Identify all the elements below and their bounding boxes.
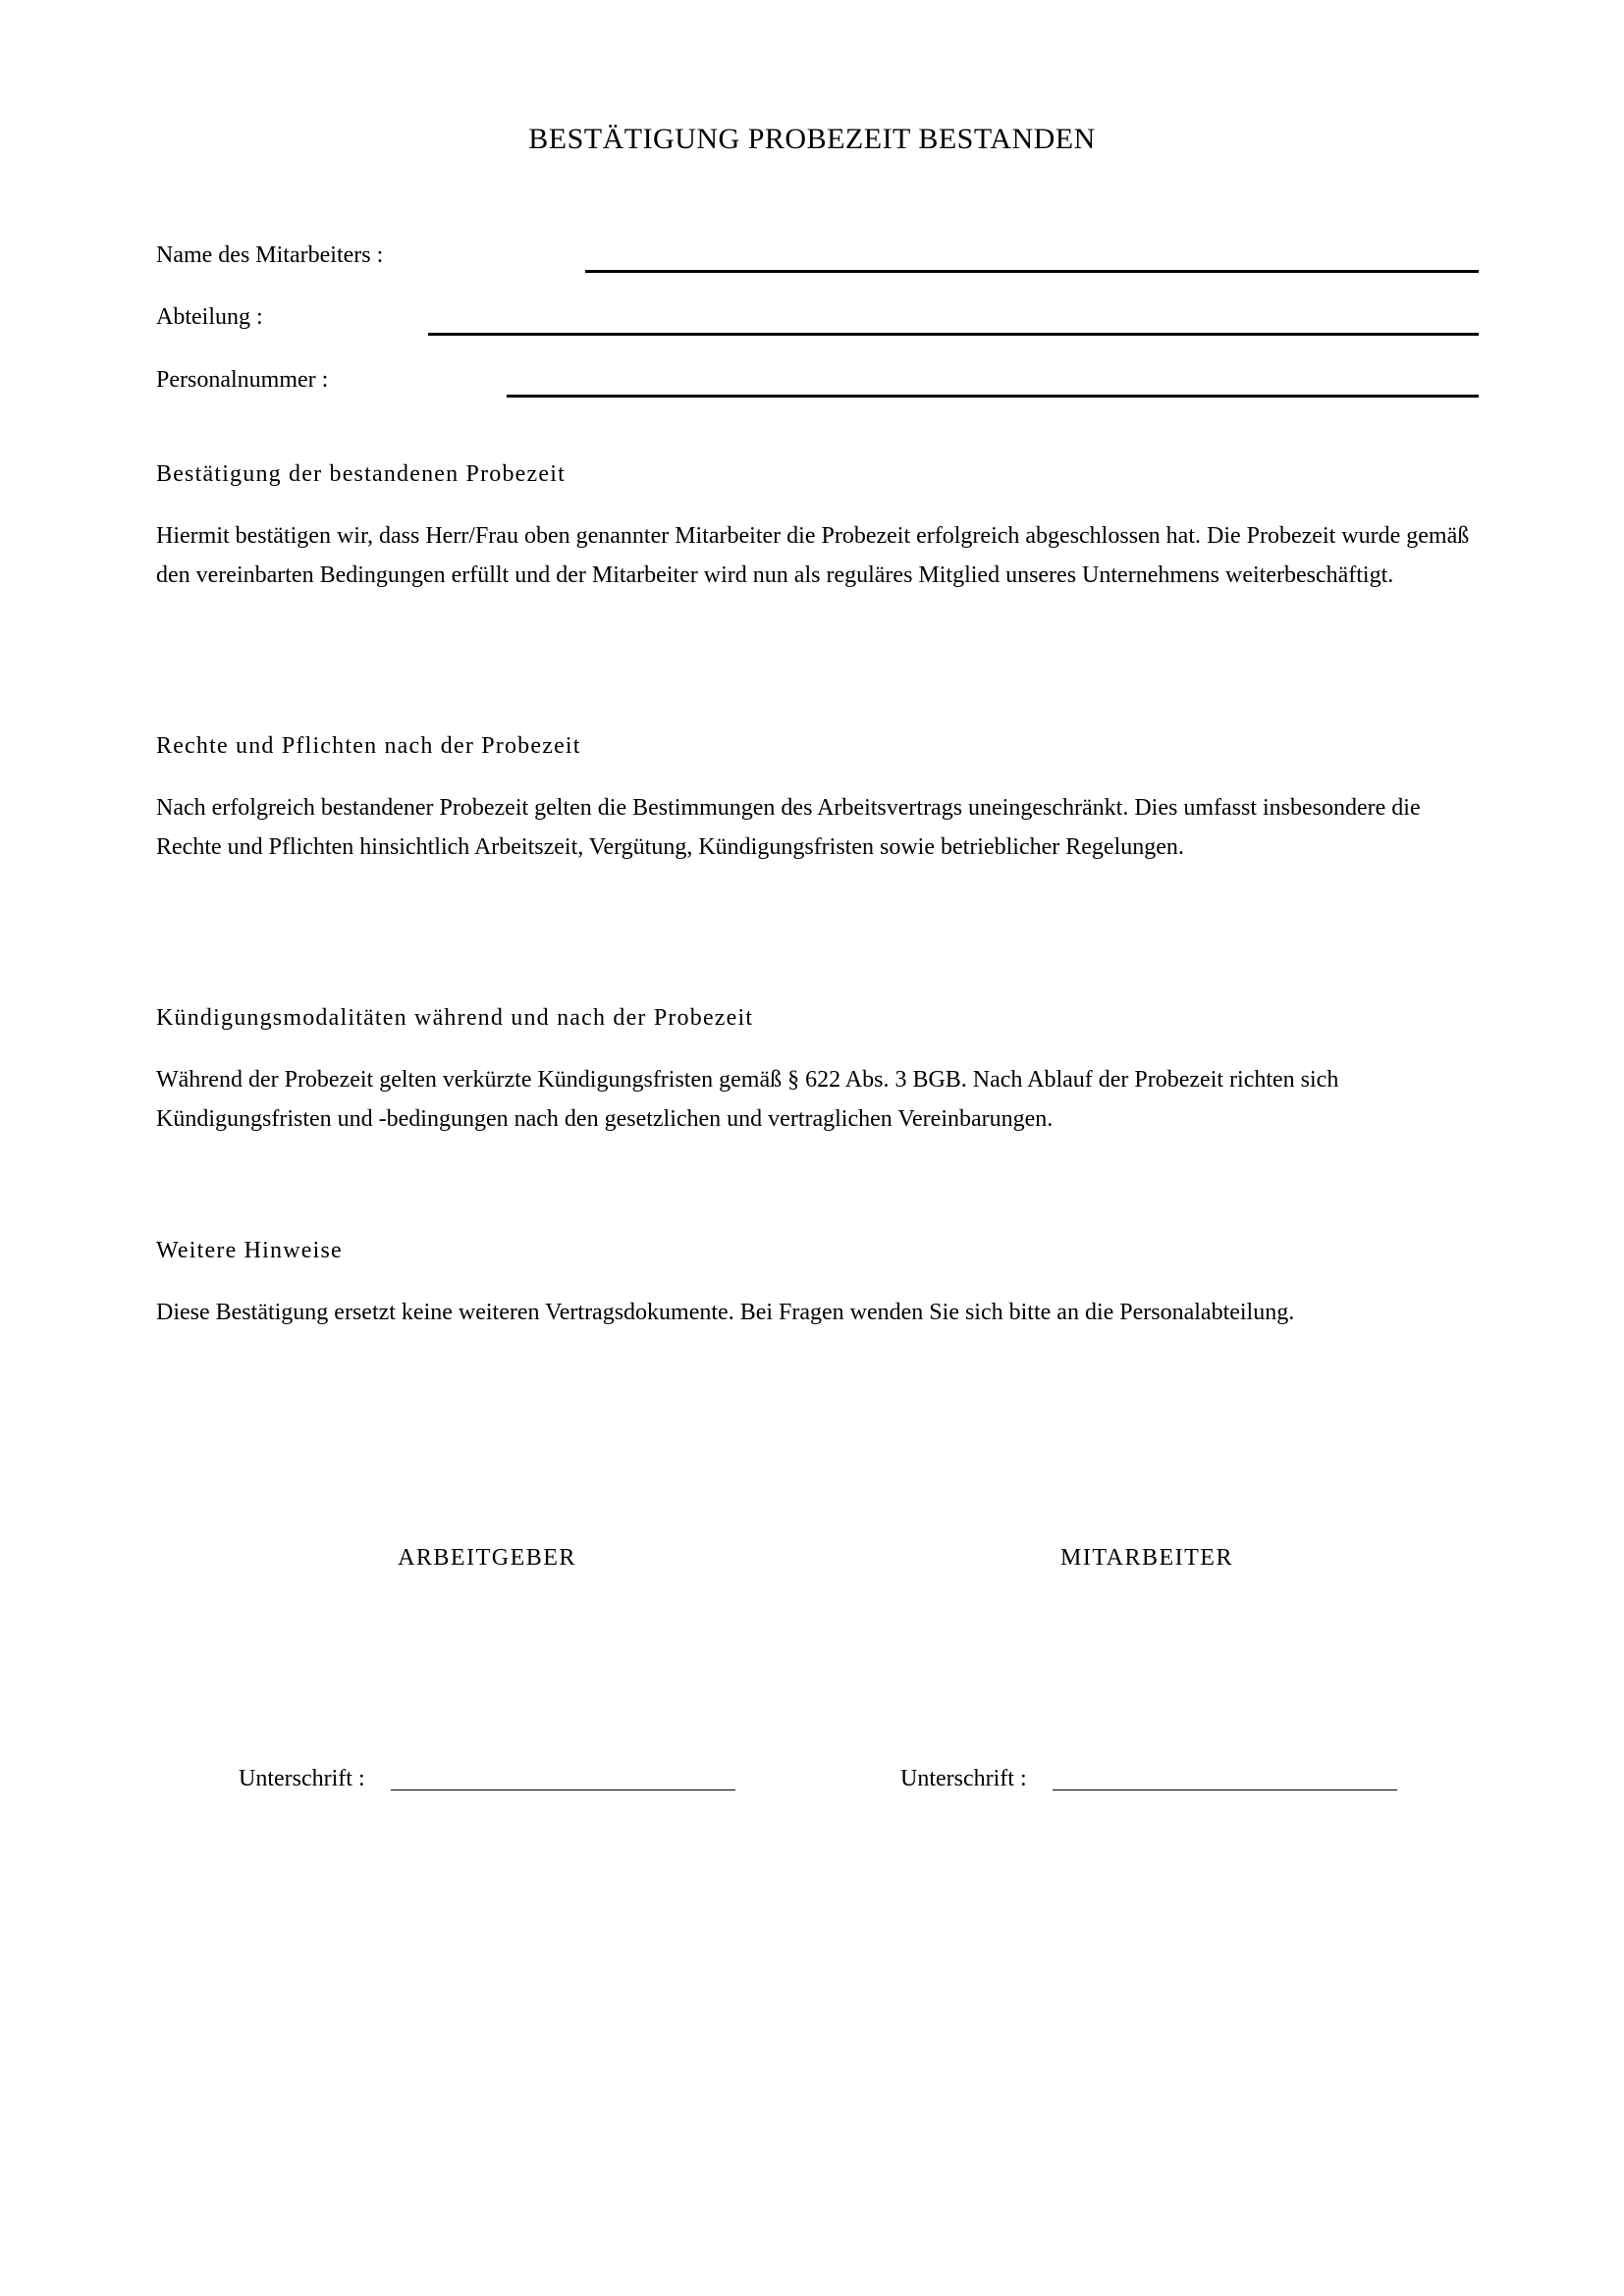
employee-title: MITARBEITER [1060,1545,1233,1571]
department-field[interactable] [428,333,1479,336]
section-heading-termination: Kündigungsmodalitäten während und nach der Probezeit [156,1005,754,1031]
employee-signature-label: Unterschrift : [900,1766,1027,1791]
employer-title: ARBEITGEBER [398,1545,576,1571]
section-body-notes: Diese Bestätigung ersetzt keine weiteren Vertragsdokumente. Bei Fragen wenden Sie sich bitte an die Personalabteilung. [156,1300,1295,1325]
section-heading-notes: Weitere Hinweise [156,1238,343,1263]
employee-name-field[interactable] [585,270,1479,273]
section-body-termination: Während der Probezeit gelten verkürzte Kündigungsfristen gemäß § 622 Abs. 3 BGB. Nach Ablauf der Probezeit richten sich Kündigungsfristen und -bedingungen nach den gesetzlichen und vertraglichen Vereinbarungen. [156,1067,1339,1132]
personnel-number-field[interactable] [507,395,1479,398]
section-body-rights-duties: Nach erfolgreich bestandener Probezeit gelten die Bestimmungen des Arbeitsvertrags uneingeschränkt. Dies umfasst insbesondere die Rechte und Pflichten hinsichtlich Arbeitszeit, Vergütung, Kündigungsfristen sowie betrieblicher Regelungen. [156,795,1421,860]
section-heading-rights-duties: Rechte und Pflichten nach der Probezeit [156,733,581,759]
employee-name-label: Name des Mitarbeiters : [156,242,384,268]
document-title: BESTÄTIGUNG PROBEZEIT BESTANDEN [528,123,1096,155]
section-body-confirmation: Hiermit bestätigen wir, dass Herr/Frau oben genannter Mitarbeiter die Probezeit erfolgreich abgeschlossen hat. Die Probezeit wurde gemäß den vereinbarten Bedingungen erfüllt und der Mitarbeiter wird nun als reguläres Mitglied unseres Unternehmens weiterbeschäftigt. [156,523,1470,588]
employer-signature-field[interactable] [391,1789,735,1790]
personnel-number-label: Personalnummer : [156,367,329,393]
section-heading-confirmation: Bestätigung der bestandenen Probezeit [156,461,566,487]
employer-signature-label: Unterschrift : [239,1766,365,1791]
employee-signature-field[interactable] [1053,1789,1397,1790]
department-label: Abteilung : [156,304,263,330]
